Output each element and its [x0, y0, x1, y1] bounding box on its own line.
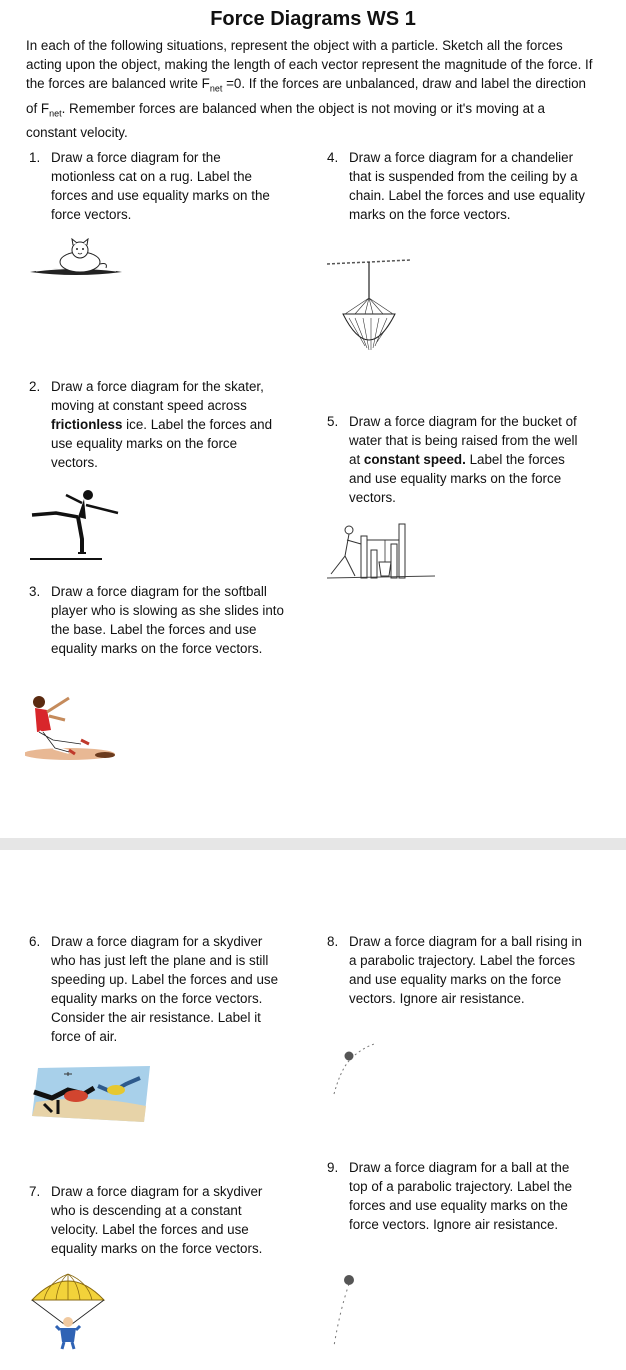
page-separator — [0, 838, 626, 850]
skater-illustration — [28, 487, 124, 563]
page-title: Force Diagrams WS 1 — [210, 8, 416, 30]
rising-ball-illustration — [330, 1042, 380, 1098]
chandelier-illustration — [325, 256, 415, 356]
question-5: 5. Draw a force diagram for the bucket of water that is being raised from the well at constant speed. Label the forces and use equality marks on the force vectors. — [327, 414, 578, 505]
skydivers-illustration — [28, 1064, 154, 1124]
question-8: 8. Draw a force diagram for a ball rising in a parabolic trajectory. Label the forces and use equality marks on the force vectors. Ignore air resistance. — [327, 934, 582, 1006]
parachutist-illustration — [30, 1272, 106, 1350]
instructions: In each of the following situations, represent the object with a particle. Sketch all the forces acting upon the object, making the length of each vector represent the magnitude of the force. If the forces are balanced write $F_{net} =0$. If the forces are unbalanced, draw and label the direction of $F_{net}$. Remember forces are balanced when the object is not moving or it's moving at a constant velocity. — [26, 38, 593, 141]
ball-at-top-illustration — [326, 1270, 366, 1350]
question-9: 9. Draw a force diagram for a ball at the top of a parabolic trajectory. Label the forces and use equality marks on the force vectors. Ignore air resistance. — [327, 1160, 573, 1232]
worksheet-page-2 — [0, 850, 626, 1370]
well-bucket-illustration — [325, 522, 437, 582]
cat-on-rug-illustration — [28, 238, 124, 280]
question-6: 6. Draw a force diagram for a skydiver who has just left the plane and is still speeding up. Label the forces and use equality marks on the force vectors. Consider the air resistance. Label it force of air. — [29, 934, 279, 1044]
question-4: 4. Draw a force diagram for a chandelier that is suspended from the ceiling by a chain. Label the forces and use equality marks on the force vectors. — [327, 150, 585, 222]
question-1: 1. Draw a force diagram for the motionless cat on a rug. Label the forces and use equality marks on the force vectors. — [29, 150, 270, 222]
question-7: 7. Draw a force diagram for a skydiver who is descending at a constant velocity. Label the forces and use equality marks on the force vectors. — [29, 1184, 263, 1256]
softball-slide-illustration — [25, 690, 121, 762]
question-2: 2. Draw a force diagram for the skater, moving at constant speed across frictionless ice. Label the forces and use equality marks on the force vectors. — [29, 379, 273, 470]
question-3: 3. Draw a force diagram for the softball player who is slowing as she slides into the base. Label the forces and use equality marks on the force vectors. — [29, 584, 284, 656]
